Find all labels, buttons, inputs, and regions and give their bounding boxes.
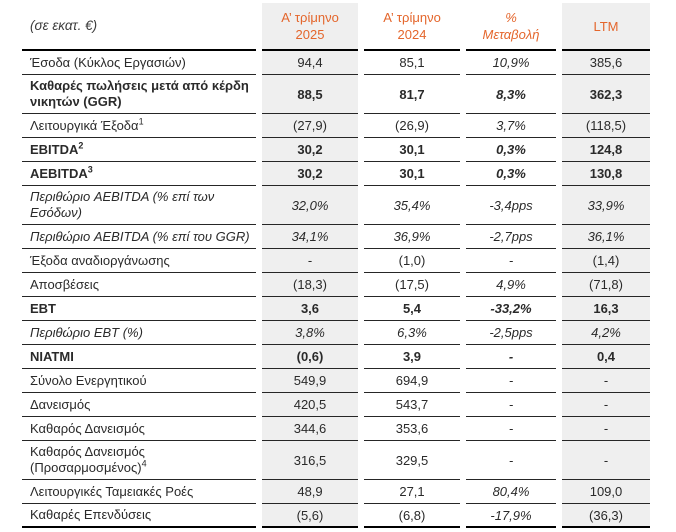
cell-q1_2025: (5,6): [262, 504, 358, 528]
cell-q1_2024: 353,6: [364, 417, 460, 441]
row-label-text: Περιθώριο AEBITDA (% επί του GGR): [30, 228, 250, 244]
cell-pct_change: 0,3%: [466, 162, 556, 186]
cell-pct_change: -: [466, 369, 556, 393]
row-label-text: Περιθώριο AEBITDA (% επί των Εσόδων): [30, 189, 215, 220]
cell-ltm: 109,0: [562, 480, 650, 504]
row-label: [22, 249, 256, 273]
table-body: [22, 51, 650, 528]
cell-ltm: 4,2%: [562, 321, 650, 345]
row-label-text: Έσοδα (Κύκλος Εργασιών): [30, 54, 186, 70]
cell-ltm: (71,8): [562, 273, 650, 297]
cell-ltm: -: [562, 369, 650, 393]
cell-q1_2025: 94,4: [262, 51, 358, 75]
col-header-ltm: [562, 3, 650, 51]
unit-label-text: (σε εκατ. €): [30, 18, 98, 33]
col-header-q1-2025-line1: Α’ τρίμηνο: [281, 10, 339, 25]
row-label: [22, 114, 256, 138]
row-label-text: AEBITDA: [30, 165, 88, 181]
col-header-pct-change: [466, 3, 556, 51]
cell-q1_2024: (1,0): [364, 249, 460, 273]
cell-q1_2025: (0,6): [262, 345, 358, 369]
table-row: [22, 225, 650, 249]
row-label: [22, 162, 256, 186]
cell-q1_2025: (27,9): [262, 114, 358, 138]
table-row: [22, 273, 650, 297]
cell-pct_change: 4,9%: [466, 273, 556, 297]
table-row: [22, 114, 650, 138]
row-label-text: Σύνολο Ενεργητικού: [30, 372, 147, 388]
table-row: [22, 75, 650, 114]
table-row: [22, 162, 650, 186]
cell-ltm: (36,3): [562, 504, 650, 528]
row-label: [22, 225, 256, 249]
footnote-marker: 4: [141, 458, 147, 469]
cell-q1_2025: (18,3): [262, 273, 358, 297]
row-label-text: Περιθώριο EBT (%): [30, 324, 143, 340]
cell-q1_2024: 36,9%: [364, 225, 460, 249]
footnote-marker: 2: [78, 140, 84, 151]
cell-ltm: 385,6: [562, 51, 650, 75]
cell-pct_change: 8,3%: [466, 75, 556, 114]
cell-q1_2024: 85,1: [364, 51, 460, 75]
cell-q1_2024: 329,5: [364, 441, 460, 480]
cell-pct_change: -3,4pps: [466, 186, 556, 225]
cell-pct_change: -: [466, 345, 556, 369]
table-header: [22, 3, 650, 51]
cell-q1_2025: 48,9: [262, 480, 358, 504]
cell-q1_2025: -: [262, 249, 358, 273]
row-label: [22, 321, 256, 345]
row-label-text: NIATMI: [30, 348, 74, 364]
cell-ltm: 124,8: [562, 138, 650, 162]
cell-pct_change: 3,7%: [466, 114, 556, 138]
row-label-text: Καθαρές πωλήσεις μετά από κέρδη νικητών (GGR): [30, 78, 249, 109]
cell-q1_2024: 30,1: [364, 138, 460, 162]
cell-pct_change: 80,4%: [466, 480, 556, 504]
row-label-text: Λειτουργικά Έξοδα: [30, 117, 139, 133]
row-label-text: Έξοδα αναδιοργάνωσης: [30, 252, 170, 268]
cell-q1_2025: 3,6: [262, 297, 358, 321]
cell-ltm: 0,4: [562, 345, 650, 369]
col-header-q1-2024-line1: Α’ τρίμηνο: [383, 10, 441, 25]
cell-q1_2024: 694,9: [364, 369, 460, 393]
cell-pct_change: 10,9%: [466, 51, 556, 75]
table-row: [22, 51, 650, 75]
cell-q1_2024: 5,4: [364, 297, 460, 321]
cell-q1_2024: 81,7: [364, 75, 460, 114]
table-row: [22, 138, 650, 162]
table-row: [22, 249, 650, 273]
row-label-text: Λειτουργικές Ταμειακές Ροές: [30, 483, 194, 499]
row-label: [22, 480, 256, 504]
cell-q1_2024: 35,4%: [364, 186, 460, 225]
cell-pct_change: -2,5pps: [466, 321, 556, 345]
table-row: [22, 480, 650, 504]
row-label: [22, 369, 256, 393]
table-row: [22, 321, 650, 345]
cell-ltm: 362,3: [562, 75, 650, 114]
cell-q1_2024: 6,3%: [364, 321, 460, 345]
col-header-q1-2024-line2: 2024: [397, 27, 427, 42]
row-label: [22, 138, 256, 162]
cell-q1_2025: 549,9: [262, 369, 358, 393]
row-label: [22, 75, 256, 114]
row-label: [22, 441, 256, 480]
unit-label: [22, 3, 256, 51]
col-header-q1-2025: [262, 3, 358, 51]
col-header-ltm-line1: LTM: [593, 18, 619, 34]
cell-q1_2024: 30,1: [364, 162, 460, 186]
table-row: [22, 417, 650, 441]
col-header-pct-change-line2: Μεταβολή: [482, 27, 540, 42]
row-label: [22, 186, 256, 225]
row-label-text: Αποσβέσεις: [30, 276, 99, 292]
cell-q1_2024: 3,9: [364, 345, 460, 369]
row-label-text: Καθαρός Δανεισμός: [30, 420, 145, 436]
cell-q1_2025: 344,6: [262, 417, 358, 441]
row-label-text: Δανεισμός: [30, 396, 91, 412]
cell-ltm: -: [562, 417, 650, 441]
cell-q1_2024: (26,9): [364, 114, 460, 138]
footnote-marker: 1: [138, 116, 144, 127]
header-row: [22, 3, 650, 51]
cell-ltm: -: [562, 441, 650, 480]
cell-q1_2025: 34,1%: [262, 225, 358, 249]
cell-pct_change: -: [466, 249, 556, 273]
table-row: [22, 345, 650, 369]
col-header-pct-change-line1: %: [505, 10, 517, 25]
table-row: [22, 504, 650, 528]
table-row: [22, 369, 650, 393]
cell-pct_change: -17,9%: [466, 504, 556, 528]
row-label-text: EBT: [30, 300, 56, 316]
cell-ltm: -: [562, 393, 650, 417]
row-label: [22, 417, 256, 441]
row-label-text: Καθαρός Δανεισμός (Προσαρμοσμένος): [30, 444, 145, 475]
cell-ltm: 16,3: [562, 297, 650, 321]
col-header-q1-2025-line2: 2025: [295, 27, 325, 42]
cell-q1_2024: (6,8): [364, 504, 460, 528]
cell-pct_change: -: [466, 441, 556, 480]
table-row: [22, 186, 650, 225]
footnote-marker: 3: [87, 164, 93, 175]
table-row: [22, 441, 650, 480]
cell-q1_2024: 27,1: [364, 480, 460, 504]
cell-pct_change: -2,7pps: [466, 225, 556, 249]
row-label: [22, 393, 256, 417]
cell-pct_change: -: [466, 393, 556, 417]
cell-ltm: 130,8: [562, 162, 650, 186]
row-label: [22, 51, 256, 75]
row-label-text: EBITDA: [30, 141, 79, 157]
cell-ltm: (1,4): [562, 249, 650, 273]
cell-pct_change: -: [466, 417, 556, 441]
cell-q1_2025: 88,5: [262, 75, 358, 114]
col-header-q1-2024: [364, 3, 460, 51]
cell-ltm: 36,1%: [562, 225, 650, 249]
table-row: [22, 393, 650, 417]
cell-ltm: 33,9%: [562, 186, 650, 225]
cell-q1_2025: 32,0%: [262, 186, 358, 225]
cell-q1_2025: 316,5: [262, 441, 358, 480]
cell-q1_2025: 3,8%: [262, 321, 358, 345]
financial-results-table-container: [16, 3, 656, 528]
cell-pct_change: -33,2%: [466, 297, 556, 321]
cell-q1_2025: 420,5: [262, 393, 358, 417]
financial-results-table: [16, 3, 656, 528]
cell-pct_change: 0,3%: [466, 138, 556, 162]
cell-q1_2024: (17,5): [364, 273, 460, 297]
row-label: [22, 297, 256, 321]
row-label: [22, 273, 256, 297]
row-label: [22, 504, 256, 528]
cell-q1_2025: 30,2: [262, 138, 358, 162]
cell-q1_2025: 30,2: [262, 162, 358, 186]
row-label-text: Καθαρές Επενδύσεις: [30, 507, 152, 522]
row-label: [22, 345, 256, 369]
cell-q1_2024: 543,7: [364, 393, 460, 417]
cell-ltm: (118,5): [562, 114, 650, 138]
table-row: [22, 297, 650, 321]
